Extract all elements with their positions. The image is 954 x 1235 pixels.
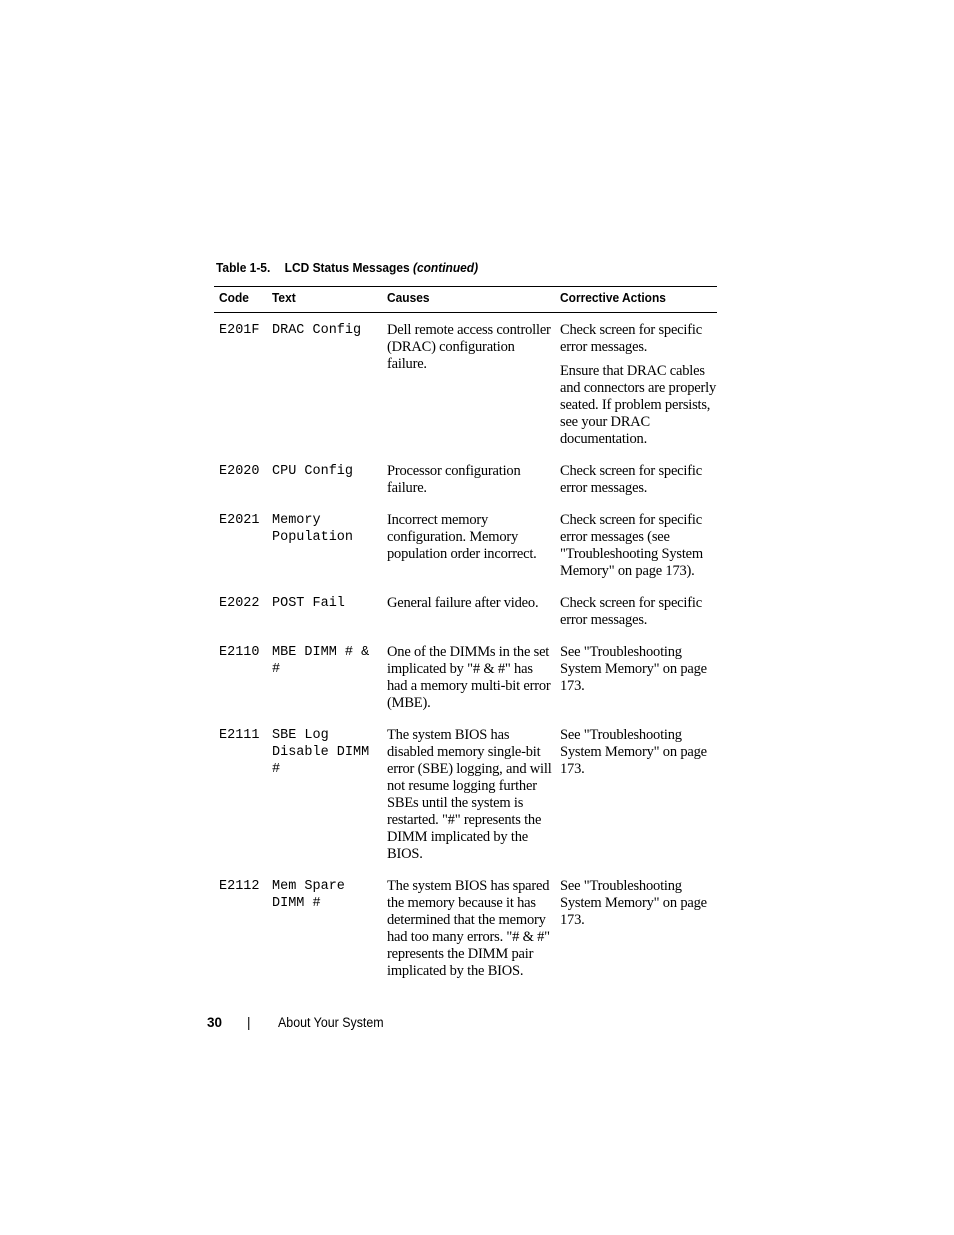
table-row bbox=[214, 504, 717, 587]
action-paragraph: See "Troubleshooting System Memory" on page 173. bbox=[560, 727, 707, 777]
cell-actions bbox=[555, 636, 717, 719]
action-paragraph: Check screen for specific error messages. bbox=[560, 322, 702, 355]
cell-text: SBE Log Disable DIMM # bbox=[272, 728, 378, 777]
table-number: Table 1-5. bbox=[216, 260, 271, 275]
table-row bbox=[214, 870, 717, 987]
cell-code: E2021 bbox=[219, 513, 260, 528]
header-corrective-actions: Corrective Actions bbox=[555, 287, 717, 313]
action-paragraph: Check screen for specific error messages. bbox=[560, 463, 702, 496]
cell-code: E2020 bbox=[219, 464, 260, 479]
cell-code: E2110 bbox=[219, 645, 260, 660]
section-title: About Your System bbox=[278, 1015, 384, 1030]
cell-code: E2111 bbox=[219, 728, 260, 743]
cell-causes: One of the DIMMs in the set implicated by "# & #" has had a memory multi-bit error (MBE). bbox=[387, 644, 551, 711]
table-row bbox=[214, 455, 717, 504]
cell-text: MBE DIMM # & # bbox=[272, 645, 378, 677]
cell-actions bbox=[555, 313, 717, 456]
cell-text: Mem Spare DIMM # bbox=[272, 879, 354, 911]
header-text: Text bbox=[267, 287, 382, 313]
cell-text: POST Fail bbox=[272, 596, 345, 611]
cell-causes: Processor configuration failure. bbox=[387, 463, 521, 496]
cell-actions bbox=[555, 870, 717, 987]
table-row bbox=[214, 719, 717, 870]
table-row bbox=[214, 636, 717, 719]
action-paragraph: See "Troubleshooting System Memory" on page 173. bbox=[560, 878, 707, 928]
cell-text: DRAC Config bbox=[272, 323, 362, 338]
page-number: 30 bbox=[207, 1015, 223, 1030]
cell-actions bbox=[555, 455, 717, 504]
cell-actions bbox=[555, 504, 717, 587]
table-row bbox=[214, 587, 717, 636]
cell-text: CPU Config bbox=[272, 464, 354, 479]
cell-code: E201F bbox=[219, 323, 260, 338]
table-continued-label: (continued) bbox=[412, 260, 479, 275]
action-paragraph: Check screen for specific error messages. bbox=[560, 595, 702, 628]
cell-causes: Incorrect memory configuration. Memory population order incorrect. bbox=[387, 512, 537, 562]
table-title: LCD Status Messages bbox=[284, 260, 410, 275]
table-header-row bbox=[214, 287, 717, 313]
cell-causes: General failure after video. bbox=[387, 595, 539, 611]
cell-actions bbox=[555, 587, 717, 636]
cell-causes: The system BIOS has spared the memory because it has determined that the memory had too many errors. "# & #" represents the DIMM pair implicated by the BIOS. bbox=[387, 878, 550, 979]
action-paragraph: Check screen for specific error messages (see "Troubleshooting System Memory" on page 173). bbox=[560, 512, 703, 579]
footer-separator: | bbox=[247, 1015, 251, 1030]
cell-actions bbox=[555, 719, 717, 870]
table-caption bbox=[216, 260, 478, 275]
cell-causes: Dell remote access controller (DRAC) configuration failure. bbox=[387, 322, 551, 372]
action-paragraph: Ensure that DRAC cables and connectors are properly seated. If problem persists, see your DRAC documentation. bbox=[560, 363, 717, 447]
cell-causes: The system BIOS has disabled memory single-bit error (SBE) logging, and will not resume logging further SBEs until the system is restarted. "#" represents the DIMM implicated by the BIOS. bbox=[387, 727, 552, 862]
table-row bbox=[214, 313, 717, 456]
lcd-status-messages-table bbox=[214, 286, 717, 987]
header-code: Code bbox=[214, 287, 267, 313]
cell-code: E2022 bbox=[219, 596, 260, 611]
cell-text: Memory Population bbox=[272, 513, 354, 545]
cell-code: E2112 bbox=[219, 879, 260, 894]
action-paragraph: See "Troubleshooting System Memory" on page 173. bbox=[560, 644, 707, 694]
header-causes: Causes bbox=[382, 287, 555, 313]
